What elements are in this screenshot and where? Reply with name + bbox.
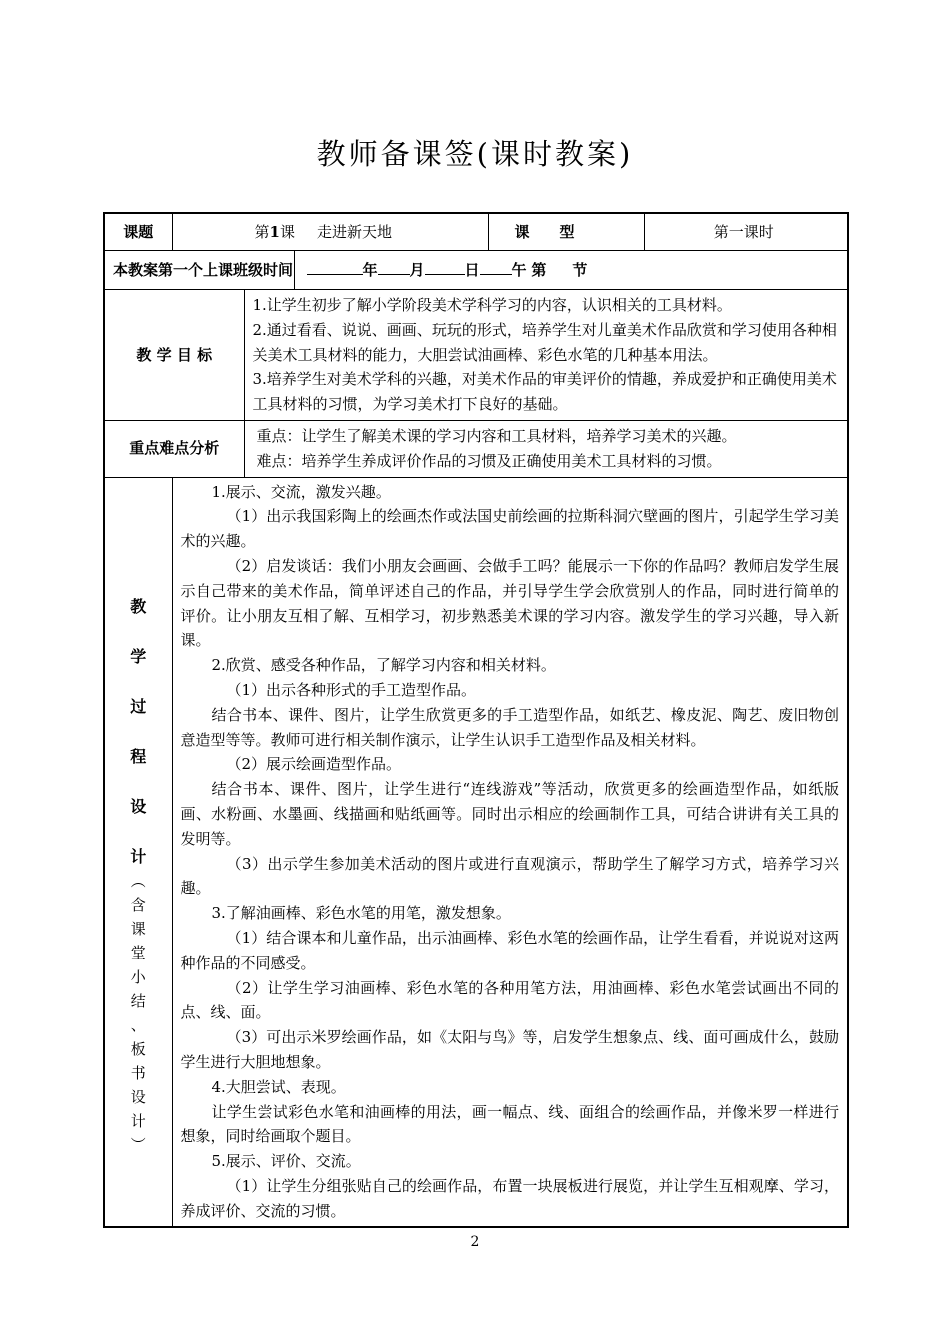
process-paragraph: （1）让学生分组张贴自己的绘画作品，布置一块展板进行展览，并让学生互相观摩、学习，养成评价、交流的习惯。 [180, 1176, 840, 1220]
page-number: 2 [470, 1234, 480, 1250]
month-blank [378, 258, 410, 275]
process-sublabel-char: 课 [130, 919, 146, 938]
process-sublabel-char: 小 [130, 967, 146, 986]
process-paragraph: 让学生尝试彩色水笔和油画棒的用法，画一幅点、线、面组合的绘画作品，并像米罗一样进行想象，同时给画取个题目。 [180, 1102, 840, 1146]
process-paragraph: （2）启发谈话：我们小朋友会画画、会做手工吗？能展示一下你的作品吗？教师启发学生展示自己带来的美术作品，简单评述自己的作品，并引导学生学会欣赏别人的作品，同时进行简单的评价。让小朋友互相了解、互相学习，初步熟悉美术课的学习内容。激发学生的学习兴趣，导入新课。 [180, 556, 840, 650]
goals-label: 教 学 目 标 [104, 290, 244, 421]
lesson-no-prefix: 第 [254, 222, 270, 241]
day-blank [425, 258, 465, 275]
topic-label: 课题 [104, 213, 172, 251]
process-label-char: 程 [130, 746, 147, 766]
process-sublabel-char: 计 [130, 1111, 146, 1130]
ampm-label: 午 [511, 260, 527, 279]
page-title: 教师备课签(课时教案) [316, 137, 634, 171]
goal-item: 2.通过看看、说说、画画、玩玩的形式，培养学生对儿童美术作品欣赏和学习使用各种相关美术工具材料的能力，大胆尝试油画棒、彩色水笔的几种基本用法。 [252, 320, 837, 364]
process-paragraph: 1.展示、交流，激发兴趣。 [211, 482, 391, 501]
period-prefix: 第 [531, 260, 547, 279]
process-label-char: 教 [130, 596, 147, 616]
process-sublabel-char: ︵ [130, 871, 146, 890]
lesson-number: 1 [269, 222, 280, 241]
process-sublabel-char: 结 [130, 991, 146, 1010]
goals-content [244, 290, 848, 421]
process-label-char: 过 [130, 696, 147, 716]
process-sublabel-char: 、 [130, 1015, 146, 1034]
process-paragraph: （1）出示各种形式的手工造型作品。 [226, 680, 477, 699]
process-content [172, 477, 848, 1227]
year-label: 年 [362, 260, 378, 279]
process-paragraph: 3.了解油画棒、彩色水笔的用笔，激发想象。 [211, 904, 511, 923]
process-paragraph: （2）让学生学习油画棒、彩色水笔的各种用笔方法，用油画棒、彩色水笔尝试画出不同的点、线、面。 [180, 978, 840, 1022]
process-paragraph: （3）可出示米罗绘画作品，如《太阳与鸟》等，启发学生想象点、线、面可画成什么，鼓励学生进行大胆地想象。 [180, 1028, 840, 1071]
key-points-content [244, 420, 848, 477]
year-blank [307, 258, 363, 275]
key-points-row [104, 420, 848, 477]
process-sublabel-char: 板 [130, 1039, 146, 1058]
type-label: 课 型 [488, 213, 644, 251]
ampm-blank [480, 258, 512, 275]
process-paragraph: 结合书本、课件、图片，让学生欣赏更多的手工造型作品，如纸艺、橡皮泥、陶艺、废旧物创意造型等等。教师可进行相关制作演示，让学生认识手工造型作品及相关材料。 [180, 705, 840, 749]
time-row [104, 251, 848, 290]
time-label: 本教案第一个上课班级时间 [104, 251, 294, 290]
process-label-char: 学 [130, 646, 147, 666]
lesson-title-cell [172, 213, 488, 251]
process-paragraph: 结合书本、课件、图片，让学生进行“连线游戏”等活动，欣赏更多的绘画造型作品，如纸版画、水粉画、水墨画、线描画和贴纸画等。同时出示相应的绘画制作工具，可结合讲讲有关工具的发明等。 [180, 780, 840, 848]
process-sublabel-char: 书 [130, 1063, 146, 1082]
process-sublabel-char: 设 [130, 1087, 146, 1106]
process-paragraph: 4.大胆尝试、表现。 [211, 1077, 346, 1096]
lesson-no-suffix: 课 [279, 222, 295, 241]
process-paragraph: （1）结合课本和儿童作品，出示油画棒、彩色水笔的绘画作品，让学生看看，并说说对这两种作品的不同感受。 [180, 928, 840, 972]
process-row [104, 477, 848, 1227]
focus-text: 重点：让学生了解美术课的学习内容和工具材料，培养学习美术的兴趣。 [256, 426, 737, 445]
goal-item: 1.让学生初步了解小学阶段美术学科学习的内容，认识相关的工具材料。 [252, 296, 732, 314]
goal-item: 3.培养学生对美术学科的兴趣，对美术作品的审美评价的情趣，养成爱护和正确使用美术工具材料的习惯，为学习美术打下良好的基础。 [252, 370, 837, 414]
lesson-plan-table [103, 212, 849, 1228]
type-value: 第一课时 [644, 213, 848, 251]
process-label [104, 477, 172, 1227]
process-paragraph: 5.展示、评价、交流。 [211, 1152, 361, 1171]
process-paragraph: 2.欣赏、感受各种作品，了解学习内容和相关材料。 [211, 656, 556, 675]
lesson-name: 走进新天地 [316, 222, 392, 241]
difficulty-text: 难点：培养学生养成评价作品的习惯及正确使用美术工具材料的习惯。 [256, 451, 722, 470]
process-sublabel-char: 含 [130, 895, 146, 914]
month-label: 月 [409, 260, 425, 279]
process-label-char: 设 [130, 796, 147, 816]
process-label-char: 计 [130, 846, 147, 866]
key-points-label: 重点难点分析 [104, 420, 244, 477]
process-paragraph: （2）展示绘画造型作品。 [226, 755, 402, 774]
time-fields [294, 251, 848, 290]
process-paragraph: （1）出示我国彩陶上的绘画杰作或法国史前绘画的拉斯科洞穴壁画的图片，引起学生学习美术的兴趣。 [180, 507, 840, 551]
lesson-row [104, 213, 848, 251]
process-sublabel-char: 堂 [130, 943, 146, 962]
goals-row [104, 290, 848, 421]
process-sublabel-char: ︶ [130, 1135, 146, 1154]
period-suffix: 节 [572, 260, 588, 279]
process-paragraph: （3）出示学生参加美术活动的图片或进行直观演示，帮助学生了解学习方式，培养学习兴趣。 [180, 854, 840, 898]
day-label: 日 [464, 260, 480, 279]
